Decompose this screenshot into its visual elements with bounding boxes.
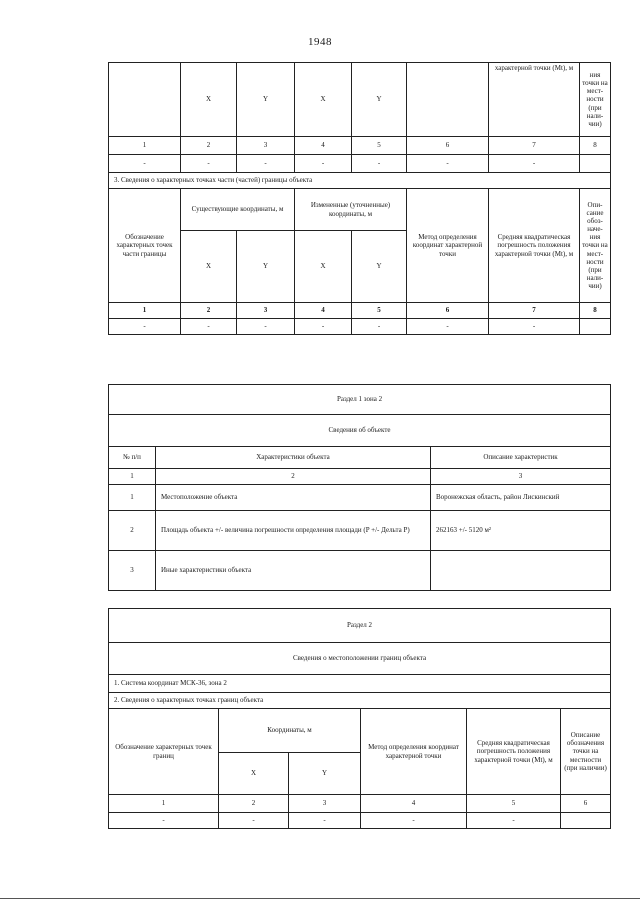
header-point-designation: Обозначение характерных точек границ	[109, 709, 219, 795]
header-description: Опи- сание обоз- наче- ния точки на мест- ности (при нали- чии)	[580, 189, 611, 303]
table-cell: -	[407, 155, 489, 173]
column-number-row	[109, 137, 611, 155]
table-cell	[109, 63, 181, 137]
table-row	[109, 63, 611, 137]
column-number: 6	[407, 303, 489, 319]
table-header-row	[109, 447, 611, 469]
table-cell: -	[181, 155, 237, 173]
header-y: Y	[289, 753, 361, 795]
column-number-row	[109, 795, 611, 813]
characteristic-name: Местоположение объекта	[156, 485, 431, 511]
column-number: 7	[489, 303, 580, 319]
column-number: 1	[109, 137, 181, 155]
table-cell: -	[237, 319, 295, 335]
column-number-row	[109, 303, 611, 319]
header-method: Метод определения координат характерной точки	[361, 709, 467, 795]
column-number: 8	[580, 303, 611, 319]
header-y: Y	[352, 231, 407, 303]
table-cell	[407, 63, 489, 137]
table-row	[109, 693, 611, 709]
points-section-title: 2. Сведения о характерных точках границ объекта	[109, 693, 611, 709]
section-title: 3. Сведения о характерных точках части (частей) границы объекта	[109, 173, 611, 189]
table-row	[109, 813, 611, 829]
page-bottom-rule	[0, 898, 640, 899]
object-info-table	[108, 384, 611, 591]
header-y: Y	[237, 63, 295, 137]
boundary-location-table	[108, 608, 611, 829]
column-number: 3	[431, 469, 611, 485]
header-x: X	[181, 231, 237, 303]
table-row	[109, 485, 611, 511]
table-row	[109, 551, 611, 591]
table-cell	[580, 319, 611, 335]
table-cell: -	[489, 155, 580, 173]
column-number: 3	[237, 303, 295, 319]
header-x: X	[295, 63, 352, 137]
header-error: Средняя квадратическая погрешность положения характерной точки (Mt), м	[489, 189, 580, 303]
table-cell: -	[181, 319, 237, 335]
coordinate-system: 1. Система координат МСК-36, зона 2	[109, 675, 611, 693]
table-cell: -	[352, 319, 407, 335]
table-cell: -	[407, 319, 489, 335]
header-point-designation: Обозначение характерных точек части границы	[109, 189, 181, 303]
header-x: X	[219, 753, 289, 795]
header-coords: Координаты, м	[219, 709, 361, 753]
column-number: 6	[407, 137, 489, 155]
part-boundary-points-table	[108, 62, 611, 335]
row-number: 2	[109, 511, 156, 551]
column-number: 2	[181, 303, 237, 319]
table-cell: -	[109, 155, 181, 173]
table-row	[109, 189, 611, 231]
table-cell: -	[295, 155, 352, 173]
column-number: 1	[109, 469, 156, 485]
header-description: ния точки на мест- ности (при нали- чии)	[580, 63, 611, 137]
table-row	[109, 385, 611, 415]
header-error: Средняя квадратическая погрешность положения характерной точки (Mt), м	[467, 709, 561, 795]
column-number: 2	[219, 795, 289, 813]
header-characteristics: Характеристики объекта	[156, 447, 431, 469]
table-row	[109, 609, 611, 643]
column-number: 4	[295, 137, 352, 155]
characteristic-value: Воронежская область, район Лискинский	[431, 485, 611, 511]
row-number: 1	[109, 485, 156, 511]
table-cell: -	[295, 319, 352, 335]
column-number: 5	[467, 795, 561, 813]
column-number: 1	[109, 303, 181, 319]
table-row	[109, 675, 611, 693]
column-number: 8	[580, 137, 611, 155]
column-number: 3	[289, 795, 361, 813]
table-cell: -	[109, 813, 219, 829]
section-subtitle: Сведения об объекте	[109, 415, 611, 447]
table-row	[109, 155, 611, 173]
header-description: Описание характеристик	[431, 447, 611, 469]
header-number: № п/п	[109, 447, 156, 469]
table-row	[109, 511, 611, 551]
column-number: 7	[489, 137, 580, 155]
table-cell	[580, 155, 611, 173]
header-description: Описание обозначения точки на местности (при наличии)	[561, 709, 611, 795]
table-cell: -	[109, 319, 181, 335]
header-method: Метод определения координат характерной точки	[407, 189, 489, 303]
section-title: Раздел 2	[109, 609, 611, 643]
header-error: характерной точки (Mt), м	[489, 63, 580, 137]
column-number: 2	[181, 137, 237, 155]
table-row	[109, 415, 611, 447]
column-number: 4	[361, 795, 467, 813]
section-subtitle: Сведения о местоположении границ объекта	[109, 643, 611, 675]
table-cell: -	[352, 155, 407, 173]
column-number: 4	[295, 303, 352, 319]
table-cell: -	[489, 319, 580, 335]
column-number: 3	[237, 137, 295, 155]
table-cell: -	[237, 155, 295, 173]
header-y: Y	[352, 63, 407, 137]
table-row	[109, 173, 611, 189]
table-row	[109, 643, 611, 675]
characteristic-value: 262163 +/- 5120 м²	[431, 511, 611, 551]
column-number-row	[109, 469, 611, 485]
section-title: Раздел 1 зона 2	[109, 385, 611, 415]
column-number: 2	[156, 469, 431, 485]
header-x: X	[181, 63, 237, 137]
characteristic-name: Иные характеристики объекта	[156, 551, 431, 591]
header-changed-coords: Измененные (уточненные) координаты, м	[295, 189, 407, 231]
column-number: 6	[561, 795, 611, 813]
row-number: 3	[109, 551, 156, 591]
table-row	[109, 709, 611, 753]
header-x: X	[295, 231, 352, 303]
table-cell	[561, 813, 611, 829]
header-y: Y	[237, 231, 295, 303]
header-existing-coords: Существующие координаты, м	[181, 189, 295, 231]
column-number: 5	[352, 137, 407, 155]
characteristic-name: Площадь объекта +/- величина погрешности определения площади (P +/- Дельта P)	[156, 511, 431, 551]
table-cell: -	[467, 813, 561, 829]
table-cell: -	[289, 813, 361, 829]
table-cell: -	[361, 813, 467, 829]
column-number: 5	[352, 303, 407, 319]
table-row	[109, 319, 611, 335]
table-cell: -	[219, 813, 289, 829]
characteristic-value	[431, 551, 611, 591]
page-number: 1948	[308, 36, 332, 48]
column-number: 1	[109, 795, 219, 813]
